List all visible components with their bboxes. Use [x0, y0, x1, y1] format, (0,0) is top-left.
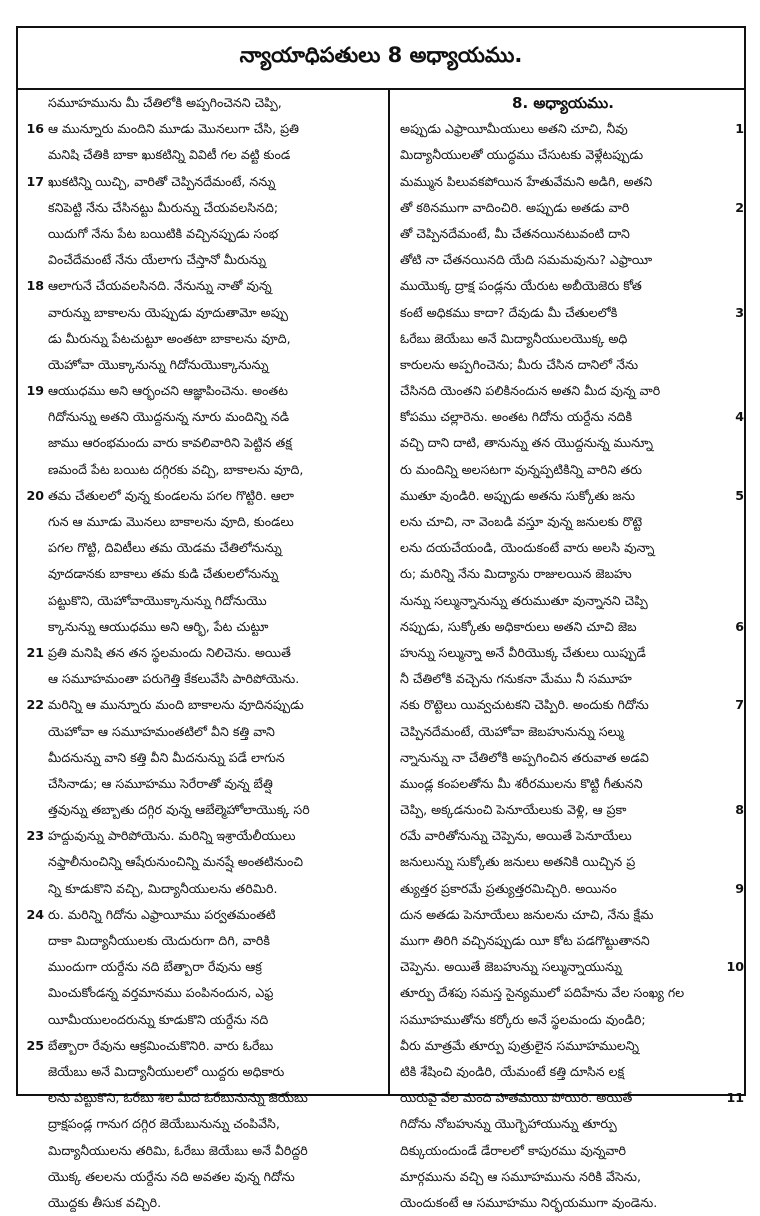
line-text: సమూహముతోను కర్కోరు అనే స్థలమందు వుండిరి; [400, 1011, 646, 1027]
line-text: బేత్బారా రేవును ఆక్రమించుకొనిరి. వారు ఓరేబు [48, 1037, 274, 1053]
line-text: న్నానున్ను నా చేతిలోకి అప్పగించిన తరువాత అడవి [400, 749, 649, 765]
text-line [22, 273, 388, 299]
line-text: గున ఆ మూడు మొనలు బాకాలను వూది, కుండలు [48, 514, 294, 529]
line-text: కారులను అప్పగించెను; మీరు చేసిన దానిలో నేను [400, 356, 639, 372]
line-text: టికి శేషించి వుండిరి, యేమంటే కత్తి దూసిన లక్ష [400, 1063, 625, 1079]
text-line [394, 142, 744, 168]
line-text: మనిషి చేతికి బాకా ఖుకటిన్ని వివిటీ గల వట్టి కుండ [48, 147, 291, 163]
text-line [22, 849, 388, 875]
line-text: యీమీయులందరున్ను కూడుకొని యర్దేను నది [48, 1011, 269, 1027]
text-line [394, 745, 744, 771]
line-text: త్యుత్తర ప్రకారమే ప్రత్యుత్తరమిచ్చిరి. అయినం [400, 880, 617, 896]
line-text: కోపము చల్లారెను. అంతట గిదోను యర్దేను నదికి [400, 409, 633, 425]
text-line [22, 1164, 388, 1190]
verse-number: 16 [26, 121, 44, 137]
line-text: మిద్యానీయులతో యుద్ధము చేసుటకు వెళ్లేటప్పుడు [400, 147, 644, 163]
text-line [394, 614, 744, 640]
running-title: న్యాయాధిపతులు 8 అధ్యాయము. [239, 43, 523, 67]
text-line [394, 326, 744, 352]
line-text: వూదడానకు బాకాలు తమ కుడి చేతులలోనున్ను [48, 566, 279, 582]
text-line [394, 980, 744, 1006]
line-text: త్తవున్ను తబ్బాతు దగ్గిర వున్న ఆబేల్మెహోలాయొక్క సరి [48, 802, 310, 818]
text-line [394, 928, 744, 954]
verse-number: 24 [26, 906, 44, 922]
line-text: యిరువై వేల మంది హతమయి పోయిరి. అయితే [400, 1090, 633, 1106]
verse-number: 8 [735, 802, 744, 818]
verse-number: 17 [26, 173, 44, 189]
text-line [394, 378, 744, 404]
text-line [22, 116, 388, 142]
line-text: మించుకోండన్న వర్తమానము పంపినందున, ఎఫ్ర [48, 985, 274, 1001]
text-line [394, 457, 744, 483]
verse-number: 21 [26, 644, 44, 660]
text-line [394, 692, 744, 718]
text-line [22, 1007, 388, 1033]
text-line [394, 352, 744, 378]
line-text: కంటే అధికము కాదా? దేవుడు మీ చేతులలోకి [400, 304, 618, 320]
text-line [22, 90, 388, 116]
verse-number: 11 [726, 1090, 744, 1106]
text-line [22, 980, 388, 1006]
text-line [22, 614, 388, 640]
text-line [22, 588, 388, 614]
line-text: దాకా మిద్యానీయులకు యెదురుగా దిగి, వారికి [48, 933, 270, 948]
verse-number: 7 [735, 697, 744, 713]
text-line [394, 876, 744, 902]
line-text: డు మీరున్ను పేటచుట్టూ అంతటా బాకాలను వూది, [48, 330, 291, 346]
text-line [22, 1111, 388, 1137]
line-text: గిదోనున్ను అతని యొద్దనున్న నూరు మందిన్ని నడి [48, 409, 290, 425]
text-line [394, 195, 744, 221]
line-text: రమే వారితోనున్ను చెప్పెను, అయితే పెనూయేలు [400, 828, 632, 844]
text-line [22, 195, 388, 221]
verse-number: 25 [26, 1037, 44, 1053]
verse-number: 9 [735, 880, 744, 896]
line-text: దున అతడు పెనూయేలు జనులను చూచి, నేను క్షేమ [400, 906, 654, 922]
text-line [22, 797, 388, 823]
text-line [394, 902, 744, 928]
line-text: జనులున్ను సుక్కోతు జనులు అతనికి యిచ్చిన ప్ర [400, 854, 636, 870]
text-line [22, 535, 388, 561]
text-line [394, 483, 744, 509]
text-line [22, 300, 388, 326]
line-text: చెప్పినదేమంటే, యెహోవా జెబహునున్ను సల్ము [400, 723, 624, 739]
verse-number: 5 [735, 487, 744, 503]
verse-number: 3 [735, 304, 744, 320]
text-line [22, 326, 388, 352]
line-text: ఆ సమూహమంతా పరుగెత్తి కేకలువేసి పారిపోయెను. [48, 671, 300, 687]
line-text: నప్పుడు, సుక్కోతు అధికారులు అతని చూచి జెబ [400, 618, 637, 634]
line-text: చెప్పి, అక్కడనుంచి పెనూయేలుకు వెళ్లి, ఆ ప్రకా [400, 802, 627, 818]
text-line [22, 1033, 388, 1059]
text-line [22, 352, 388, 378]
line-text: హున్ను సల్మున్నా అనే వీరియొక్క చేతులు యిప్పుడే [400, 644, 646, 660]
line-text: రు మందిన్ని అలసటగా వున్నప్పటికిన్ని వారిని తరు [400, 461, 642, 477]
text-line [394, 509, 744, 535]
line-text: క్కానున్ను ఆయుధము అని ఆర్భి, పేట చుట్టూ [48, 618, 269, 634]
text-line [394, 954, 744, 980]
text-line [394, 1007, 744, 1033]
text-line [394, 273, 744, 299]
text-line [22, 1138, 388, 1164]
text-line [394, 1111, 744, 1137]
text-line [22, 1190, 388, 1216]
line-text: నున్ను సల్మున్నానున్ను తరుముతూ వున్నానని చెప్పి [400, 592, 648, 608]
line-text: ముండ్ల కంపలతోను మీ శరీరములను కొట్టి గీతునని [400, 775, 643, 791]
text-line [394, 1033, 744, 1059]
line-text: ణమందే పేట బయిట దగ్గిరకు వచ్చి, బాకాలను వూది, [48, 461, 304, 477]
text-line [394, 640, 744, 666]
line-text: జాము ఆరంభమందు వారు కావలివారిని పెట్టిన తక్ష [48, 435, 292, 451]
line-text: నకు రొట్టెలు యివ్వచుటకని చెప్పిరి. అందుకు గిదోను [400, 697, 649, 713]
line-text: ఖుకటిన్ని యిచ్చి, వారితో చెప్పినదేమంటే, నన్ను [48, 173, 276, 189]
line-text: మిద్యానీయులను తరిమి, ఓరేబు జెయేబు అనే వీరిద్దరి [48, 1142, 308, 1158]
text-line [22, 457, 388, 483]
line-text: నఫ్తాలీనుంచిన్ని ఆషేరునుంచిన్ని మనష్షే అంతటినుంచి [48, 854, 304, 870]
text-line [394, 849, 744, 875]
text-line [22, 221, 388, 247]
line-text: అప్పుడు ఎఫ్రాయీమీయులు అతని చూచి, నీవు [400, 121, 628, 137]
text-line [394, 823, 744, 849]
line-text: రు. మరిన్ని గిదోను ఎఫ్రాయీము పర్వతమంతటి [48, 906, 276, 922]
verse-number: 2 [735, 199, 744, 215]
line-text: వారున్ను బాకాలను యెప్పుడు వూదుతామో అప్పు [48, 304, 288, 320]
chapter-heading: 8. అధ్యాయము. [512, 94, 614, 112]
line-text: మార్గమును వచ్చి ఆ సమూహమును నరికి వేసెను, [400, 1168, 641, 1184]
text-line [394, 300, 744, 326]
text-line [394, 1138, 744, 1164]
line-text: ముగా తిరిగి వచ్చినప్పుడు యీ కోట పడగొట్టుతానని [400, 933, 650, 948]
line-text: తో కఠినముగా వాదించిరి. అప్పుడు అతడు వారి [400, 199, 630, 215]
text-line [394, 588, 744, 614]
text-line [22, 169, 388, 195]
line-text: ఓరేబు జెయేబు అనే మిద్యానీయులయొక్క అధి [400, 330, 628, 346]
text-line [22, 771, 388, 797]
text-line [22, 430, 388, 456]
line-text: యెహోవా ఆ సమూహమంతటిలో వీని కత్తి వాని [48, 723, 275, 739]
line-text: ముందుగా యర్దేను నది బేత్బారా రేవును ఆక్ర [48, 959, 262, 975]
verse-number: 10 [726, 959, 744, 975]
line-text: పట్టుకొని, యెహోవాయొక్కానున్ను గిదోనుయొ [48, 592, 267, 608]
text-line [394, 666, 744, 692]
text-line [394, 116, 744, 142]
text-line [22, 509, 388, 535]
line-text: యొక్క తలలను యర్దేను నది అవతల వున్న గిదోను [48, 1168, 295, 1184]
line-text: దిక్కుయందుండే డేరాలలో కాపురము వున్నవారి [400, 1142, 627, 1158]
text-line [22, 954, 388, 980]
text-line [394, 430, 744, 456]
line-text: యిదుగో నేను పేట బయిటికి వచ్చినప్పుడు సంభ [48, 225, 279, 241]
line-text: చెప్పెను. అయితే జెబహున్ను సల్మున్నాయున్ను [400, 959, 623, 975]
text-line [394, 1059, 744, 1085]
line-text: చేసినాడు; ఆ సమూహము సెరేరాతో వున్న బేత్షి [48, 775, 273, 791]
line-text: ద్రాక్షపండ్ల గానుగ దగ్గిర జెయేబునున్ను చంపివేసి, [48, 1116, 280, 1132]
text-line [394, 561, 744, 587]
text-line [22, 745, 388, 771]
line-text: ఆయుధము అని ఆర్భంచని ఆజ్ఞాపించెను. అంతట [48, 383, 288, 399]
line-text: లను దయచేయండి, యెందుకంటే వారు అలసి వున్నా [400, 540, 655, 556]
line-text: యొద్దకు తీసుక వచ్చిరి. [48, 1194, 162, 1210]
line-text: చేసినది యెంతని పలికినందున అతని మీద వున్న వారి [400, 383, 661, 399]
line-text: రు; మరిన్ని నేను మిద్యాను రాజులయిన జెబహు [400, 566, 632, 582]
line-text: తోటి నా చేతనయినది యేది సమమవును? ఎఫ్రాయీ [400, 252, 653, 268]
line-text: ప్రతి మనిషి తన తన స్థలమందు నిలిచెను. అయితే [48, 644, 291, 660]
verse-number: 20 [26, 487, 44, 503]
line-text: వించేదేమంటే నేను యేలాగు చేస్తానో మీరున్ను [48, 252, 266, 268]
text-line [394, 1190, 744, 1216]
verse-number: 18 [26, 278, 44, 294]
text-line [22, 247, 388, 273]
text-line [394, 535, 744, 561]
verse-number: 4 [735, 409, 744, 425]
line-text: తమ చేతులలో వున్న కుండలను పగల గొట్టిరి. ఆలా [48, 487, 294, 503]
verse-number: 6 [735, 618, 744, 634]
line-text: మీదనున్ను వాని కత్తి వీని మీదనున్ను పడే లాగున [48, 749, 285, 765]
line-text: జెయేబు అనే మిద్యానీయులలో యిద్దరు అధికారు [48, 1063, 285, 1079]
text-line [22, 561, 388, 587]
text-line [394, 797, 744, 823]
page-header [18, 28, 744, 90]
line-text: లను చూచి, నా వెంబడి వస్తూ వున్న జనులకు రొట్టె [400, 514, 643, 529]
verse-number: 23 [26, 828, 44, 844]
text-line [394, 221, 744, 247]
line-text: ముయొక్క ద్రాక్ష పండ్లను యేరుట అబీయెజెరు కోత [400, 278, 642, 294]
verse-number: 1 [735, 121, 744, 137]
text-line [22, 1085, 388, 1111]
line-text: యెందుకంటే ఆ సమూహము నిర్భయముగా వుండెను. [400, 1194, 658, 1210]
text-line [22, 666, 388, 692]
line-text: సమూహమును మీ చేతిలోకి అప్పగించెనని చెప్పి, [48, 95, 282, 110]
line-text: మమ్మున పిలువకపోయిన హేతువేమని అడిగి, అతని [400, 173, 653, 189]
text-line [394, 169, 744, 195]
text-line [22, 142, 388, 168]
line-text: తో చెప్పినదేమంటే, మీ చేతనయినటువంటి దాని [400, 225, 630, 241]
line-text: వచ్చి దాని దాటి, తానున్ను తన యొద్దనున్న మున్నూ [400, 435, 654, 451]
text-line [22, 378, 388, 404]
page-frame [16, 26, 746, 1210]
verse-number: 19 [26, 383, 44, 399]
text-line [394, 719, 744, 745]
line-text: పగల గొట్టి, దివిటీలు తమ యెడమ చేతిలోనున్ను [48, 540, 282, 556]
text-line [394, 247, 744, 273]
line-text: లను పట్టుకొని, ఓరేబు శిల మీద ఓరేబునున్ను జెయేబు [48, 1090, 308, 1106]
text-line [22, 483, 388, 509]
line-text: యెహోవా యొక్కానున్ను గిదోనుయొక్కానున్ను [48, 356, 269, 372]
text-line [22, 823, 388, 849]
line-text: వీరు మాత్రమే తూర్పు పుత్రులైన సమూహములన్ని [400, 1037, 639, 1053]
text-line [22, 902, 388, 928]
line-text: మరిన్ని ఆ మున్నూరు మంది బాకాలను వూదినప్పుడు [48, 697, 304, 713]
line-text: తూర్పు దేశపు సమస్త సైన్యములో పదిహేను వేల సంఖ్య గల [400, 985, 685, 1001]
line-text: న్ని కూడుకొని వచ్చి, మిద్యానీయులను తరిమిరి. [48, 880, 278, 896]
line-text: హద్దువున్ను పారిపోయెను. మరిన్ని ఇశ్రాయేలీయులు [48, 828, 296, 844]
line-text: నీ చేతిలోకి వచ్చెను గనుకనా మేము నీ సమూహ [400, 671, 632, 687]
text-line [394, 1085, 744, 1111]
text-line [22, 719, 388, 745]
text-line [22, 876, 388, 902]
right-column [394, 90, 744, 1210]
text-line [394, 404, 744, 430]
line-text: గిదోను నోబహున్ను యొగ్బెహాయున్ను తూర్పు [400, 1116, 617, 1132]
text-line [22, 692, 388, 718]
verse-number: 22 [26, 697, 44, 713]
line-text: ఆలాగునే చేయవలసినది. నేనున్ను నాతో వున్న [48, 278, 272, 294]
line-text: ముతూ వుండిరి. అప్పుడు అతను సుక్కోతు జను [400, 487, 635, 503]
line-text: కనిపెట్టి నేను చేసినట్టు మీరున్ను చేయవలసినది; [48, 199, 279, 215]
text-line [22, 928, 388, 954]
text-line [394, 771, 744, 797]
text-line [22, 1059, 388, 1085]
text-line [394, 1164, 744, 1190]
line-text: ఆ మున్నూరు మందిని మూడు మొనలుగా చేసి, ప్రతి [48, 121, 299, 137]
text-line [22, 404, 388, 430]
text-line [22, 640, 388, 666]
left-column [22, 90, 390, 1210]
